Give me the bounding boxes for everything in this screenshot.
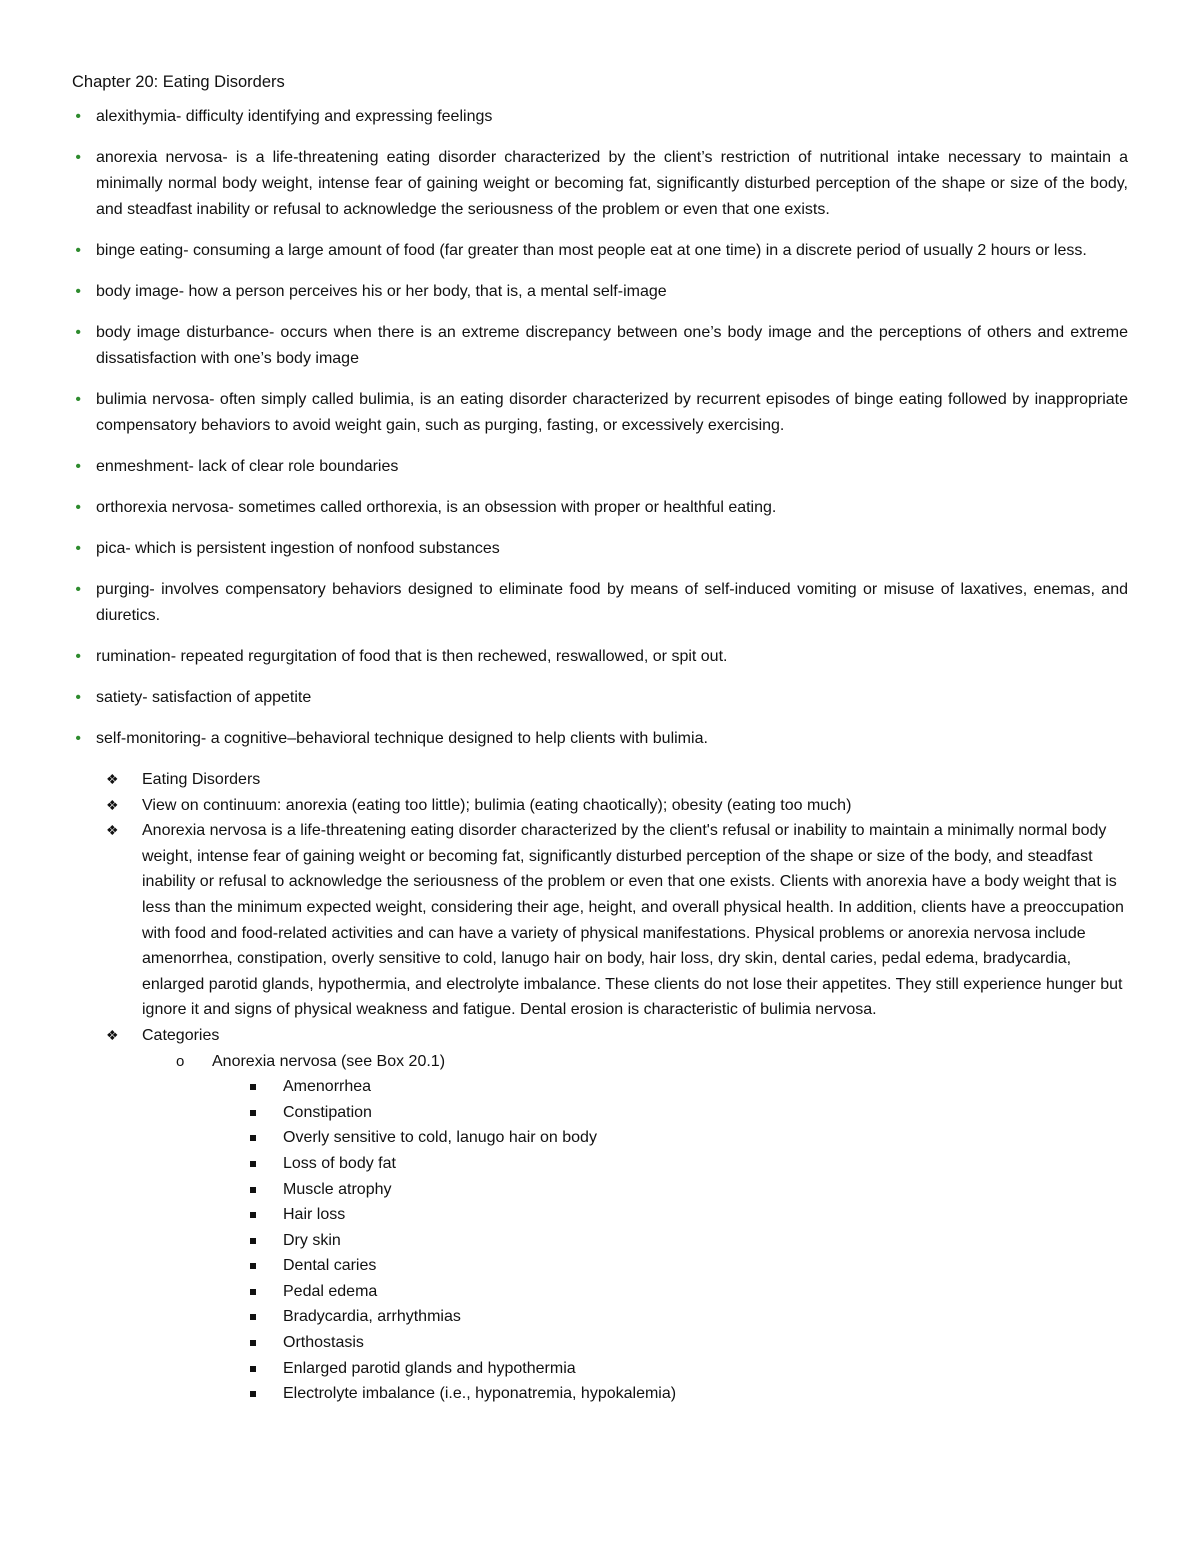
square-bullet-icon (250, 1238, 256, 1244)
symptom-item (72, 1381, 1128, 1407)
green-bullet-icon: • (75, 648, 81, 665)
symptom-list (72, 1074, 1128, 1407)
symptom-text: Overly sensitive to cold, lanugo hair on body (283, 1129, 597, 1147)
definition-text: anorexia nervosa- is a life-threatening eating disorder characterized by the client’s restriction of nutritional intake necessary to maintain a minimally normal body weight, intense fear of gaining weight or becoming fat, significantly disturbed perception of the shape or size of the body, and steadfast inability or refusal to acknowledge the seriousness of the problem or even that one exists. (96, 149, 1128, 218)
square-bullet-icon (250, 1135, 256, 1141)
outline-text: Anorexia nervosa is a life-threatening eating disorder characterized by the client's refusal or inability to maintain a minimally normal body weight, intense fear of gaining weight or becoming fat, significantly disturbed perception of the shape or size of the body, and steadfast inability or refusal to acknowledge the seriousness of the problem or even that one exists. Clients with anorexia have a body weight that is less than the minimum expected weight, considering their age, height, and overall physical health. In addition, clients have a preoccupation with food and food-related activities and can have a variety of physical manifestations. Physical problems or anorexia nervosa include amenorrhea, constipation, overly sensitive to cold, lanugo hair on body, hair loss, dry skin, dental caries, pedal edema, bradycardia, enlarged parotid glands, hypothermia, and electrolyte imbalance. These clients do not lose their appetites. They still experience hunger but ignore it and signs of physical weakness and fatigue. Dental erosion is characteristic of bulimia nervosa. (142, 822, 1124, 1019)
circle-bullet-icon: o (176, 1052, 185, 1070)
green-bullet-icon: • (75, 149, 81, 166)
symptom-item (72, 1125, 1128, 1151)
symptom-text: Orthostasis (283, 1334, 364, 1352)
symptom-text: Amenorrhea (283, 1078, 372, 1096)
symptom-text: Bradycardia, arrhythmias (283, 1308, 461, 1326)
square-bullet-icon (250, 1391, 256, 1397)
outline-item (72, 818, 1128, 1023)
definition-item (72, 454, 1128, 480)
symptom-text: Dry skin (283, 1231, 341, 1249)
green-bullet-icon: • (75, 283, 81, 300)
symptom-text: Dental caries (283, 1257, 377, 1275)
definition-item (72, 577, 1128, 629)
diamond-bullet-icon: ❖ (106, 771, 119, 787)
definition-item (72, 104, 1128, 130)
definition-text: body image- how a person perceives his or her body, that is, a mental self-image (96, 283, 667, 300)
category-heading: Anorexia nervosa (see Box 20.1) (212, 1052, 446, 1070)
symptom-item (72, 1151, 1128, 1177)
green-bullet-icon: • (75, 458, 81, 475)
square-bullet-icon (250, 1263, 256, 1269)
symptom-text: Enlarged parotid glands and hypothermia (283, 1359, 576, 1377)
symptom-item (72, 1279, 1128, 1305)
square-bullet-icon (250, 1314, 256, 1320)
chapter-title: Chapter 20: Eating Disorders (72, 73, 285, 91)
symptom-text: Pedal edema (283, 1282, 378, 1300)
definition-item (72, 644, 1128, 670)
outline-item (72, 767, 1128, 793)
category-list (72, 1049, 1128, 1075)
definition-text: body image disturbance- occurs when there is an extreme discrepancy between one’s body image and the perceptions of others and extreme dissatisfaction with one’s body image (96, 324, 1128, 367)
green-bullet-icon: • (75, 324, 81, 341)
symptom-text: Loss of body fat (283, 1154, 396, 1172)
symptom-item (72, 1074, 1128, 1100)
outline-list (72, 767, 1128, 1049)
definition-text: self-monitoring- a cognitive–behavioral technique designed to help clients with bulimia. (96, 730, 708, 747)
outline-text: Categories (142, 1026, 220, 1044)
definition-text: binge eating- consuming a large amount of food (far greater than most people eat at one time) in a discrete period of usually 2 hours or less. (96, 242, 1087, 259)
definition-text: alexithymia- difficulty identifying and expressing feelings (96, 108, 493, 125)
outline-item (72, 793, 1128, 819)
square-bullet-icon (250, 1084, 256, 1090)
square-bullet-icon (250, 1110, 256, 1116)
outline-text: View on continuum: anorexia (eating too little); bulimia (eating chaotically); obesity (eating too much) (142, 796, 852, 814)
outline-item (72, 1023, 1128, 1049)
green-bullet-icon: • (75, 730, 81, 747)
definition-text: orthorexia nervosa- sometimes called orthorexia, is an obsession with proper or healthful eating. (96, 499, 777, 516)
square-bullet-icon (250, 1212, 256, 1218)
square-bullet-icon (250, 1366, 256, 1372)
definition-text: purging- involves compensatory behaviors designed to eliminate food by means of self-induced vomiting or misuse of laxatives, enemas, and diuretics. (96, 581, 1128, 624)
outline-text: Eating Disorders (142, 771, 261, 788)
green-bullet-icon: • (75, 540, 81, 557)
symptom-item (72, 1356, 1128, 1382)
definition-item (72, 320, 1128, 372)
symptom-text: Constipation (283, 1103, 372, 1121)
definition-text: satiety- satisfaction of appetite (96, 689, 312, 706)
definition-text: enmeshment- lack of clear role boundaries (96, 458, 399, 475)
definition-list (72, 104, 1128, 752)
symptom-text: Muscle atrophy (283, 1180, 392, 1198)
green-bullet-icon: • (75, 108, 81, 125)
category-item (72, 1049, 1128, 1075)
definition-item (72, 387, 1128, 439)
symptom-item (72, 1177, 1128, 1203)
green-bullet-icon: • (75, 581, 81, 598)
definition-text: rumination- repeated regurgitation of food that is then rechewed, reswallowed, or spit out. (96, 648, 728, 665)
symptom-text: Electrolyte imbalance (i.e., hyponatremia, hypokalemia) (283, 1385, 677, 1403)
definition-item (72, 536, 1128, 562)
square-bullet-icon (250, 1340, 256, 1346)
definition-item (72, 238, 1128, 264)
diamond-bullet-icon: ❖ (106, 822, 119, 839)
square-bullet-icon (250, 1289, 256, 1295)
diamond-bullet-icon: ❖ (106, 1026, 119, 1043)
definition-text: bulimia nervosa- often simply called bulimia, is an eating disorder characterized by recurrent episodes of binge eating followed by inappropriate compensatory behaviors to avoid weight gain, such as purging, fasting, or excessively exercising. (96, 391, 1128, 434)
green-bullet-icon: • (75, 689, 81, 706)
symptom-item (72, 1228, 1128, 1254)
definition-item (72, 279, 1128, 305)
symptom-text: Hair loss (283, 1206, 346, 1224)
square-bullet-icon (250, 1161, 256, 1167)
green-bullet-icon: • (75, 499, 81, 516)
symptom-item (72, 1330, 1128, 1356)
definition-item (72, 495, 1128, 521)
definition-item (72, 685, 1128, 711)
symptom-item (72, 1100, 1128, 1126)
square-bullet-icon (250, 1187, 256, 1193)
definition-text: pica- which is persistent ingestion of nonfood substances (96, 540, 500, 557)
green-bullet-icon: • (75, 391, 81, 408)
definition-item (72, 145, 1128, 223)
symptom-item (72, 1202, 1128, 1228)
diamond-bullet-icon: ❖ (106, 796, 119, 813)
green-bullet-icon: • (75, 242, 81, 259)
symptom-item (72, 1304, 1128, 1330)
symptom-item (72, 1253, 1128, 1279)
definition-item (72, 726, 1128, 752)
